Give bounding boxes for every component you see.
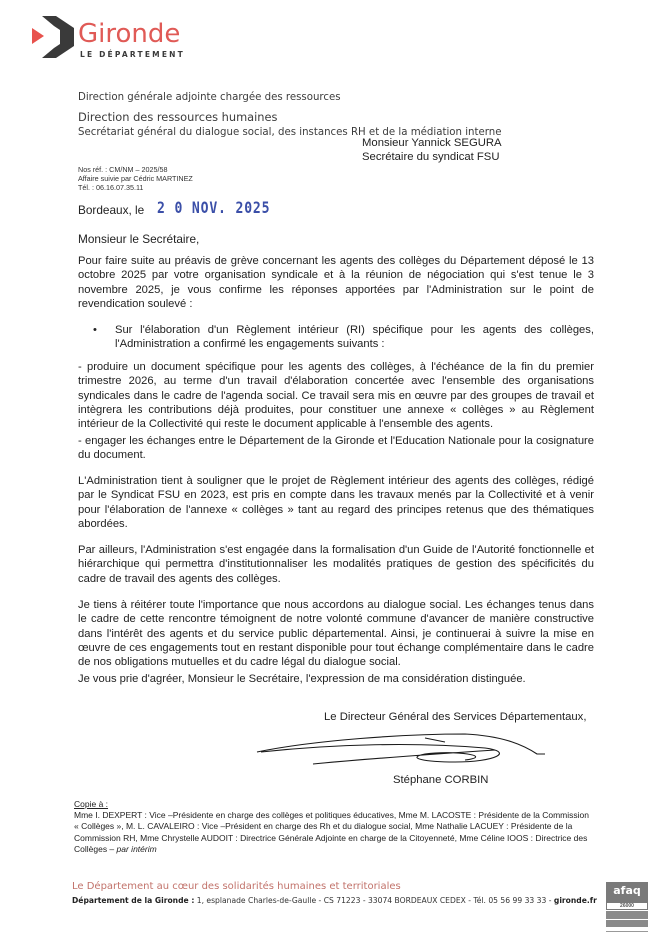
bullet-icon: • (93, 324, 97, 336)
paragraph-5: Par ailleurs, l'Administration s'est engagée dans la formalisation d'un Guide de l'Autorité fonctionnelle et hiérarchique qui permettra d'institutionnaliser les modalités pratiques de gestion des spécificités du cadre de travail des agents des collèges. (78, 544, 594, 585)
paragraph-3: - engager les échanges entre le Département de la Gironde et l'Education Nationale pour la cosignature du document. (78, 435, 594, 462)
bullet-text: Sur l'élaboration d'un Règlement intérieur (RI) spécifique pour les agents des collèges, l'Administration a confirmé les engagements suivants : (115, 324, 594, 351)
recipient-name: Monsieur Yannick SEGURA (362, 137, 502, 149)
signer-title: Le Directeur Général des Services Départementaux, (324, 711, 587, 723)
footer-address-text: 1, esplanade Charles-de-Gaulle - CS 71223 - 33074 BORDEAUX CEDEX - Tél. 05 56 99 33 33 - (194, 896, 554, 905)
afaq-certification-badge (606, 882, 648, 932)
salutation: Monsieur le Secrétaire, (78, 232, 200, 246)
copies-italic-suffix: par intérim (116, 844, 157, 855)
reference-phone: Tél. : 06.16.07.35.11 (78, 183, 144, 192)
closing-paragraph: Je vous prie d'agréer, Monsieur le Secrétaire, l'expression de ma considération distinguée. (78, 673, 526, 685)
afaq-bottom (606, 928, 648, 932)
date-stamp: 2 0 NOV. 2025 (157, 198, 271, 217)
afaq-label: afaq (606, 882, 648, 902)
paragraph-2: - produire un document spécifique pour les agents des collèges, à l'échéance de la fin du premier trimestre 2026, au terme d'un travail d'élaboration concertée avec l'ensemble des organisations syndicales dans le cadre de l'agenda social. Ce travail sera mis en œuvre par des groupes de travail et intègrera les contributions déjà produites, pour constituer une annexe « collèges » au Règlement intérieur de la Collectivité qui reste le document applicable à l'ensemble des agents. (78, 361, 594, 431)
paragraph-1: Pour faire suite au préavis de grève concernant les agents des collèges du Département déposé le 13 octobre 2025 par votre organisation syndicale et à la réunion de négociation qui s'est tenue le 3 novembre 2025, je vous confirme les réponses apportées par l'Administration sur le point de revendication soulevé : (78, 255, 594, 310)
copies-label: Copie à : (74, 799, 109, 809)
recipient-title: Secrétaire du syndicat FSU (362, 151, 500, 163)
department-line-1: Direction générale adjointe chargée des ressources (78, 92, 341, 103)
logo-name: Gironde (78, 19, 181, 49)
footer-org: Département de la Gironde : (72, 896, 195, 905)
gironde-logo (30, 14, 190, 60)
copies-text: Mme I. DEXPERT : Vice –Présidente en charge des collèges et politiques éducatives, Mme M. LACOSTE : Présidente de la Commission « Collèges », M. L. CAVALEIRO : Vice –Président en charge des Rh et du dialogue social, Mme Nathalie LACUEY : Présidente de la Commission RH, Mme Chrystelle AUDOIT : Directrice Générale Adjointe en charge de la Citoyenneté, Mme Céline IOOS : Directrice des Collèges – (74, 810, 589, 855)
footer-address (72, 896, 597, 905)
department-line-3: Secrétariat général du dialogue social, des instances RH et de la médiation interne (78, 127, 502, 138)
place-label: Bordeaux, le (78, 203, 145, 217)
signer-name: Stéphane CORBIN (393, 774, 489, 786)
bullet-item (93, 323, 594, 352)
handwritten-signature-icon (255, 728, 555, 768)
footer-slogan: Le Département au cœur des solidarités humaines et territoriales (72, 881, 401, 892)
afaq-number: 26000 (606, 902, 648, 910)
logo-subtitle: LE DÉPARTEMENT (80, 50, 185, 59)
paragraph-4: L'Administration tient à souligner que le projet de Règlement intérieur des agents des collèges, rédigé par le Syndicat FSU en 2023, est pris en compte dans les travaux menés par la Collectivité et à venir pour l'élaboration de l'annexe « collèges » tant au regard des principes retenus que des thématiques abordées. (78, 475, 594, 530)
afaq-band-2 (606, 920, 648, 927)
afaq-band (606, 911, 648, 919)
department-line-2: Direction des ressources humaines (78, 110, 278, 124)
copies-list (74, 810, 594, 856)
reference-followed-by: Affaire suivie par Cédric MARTINEZ (78, 174, 193, 183)
reference-number: Nos réf. : CM/NM – 2025/58 (78, 165, 168, 174)
paragraph-6: Je tiens à réitérer toute l'importance que nous accordons au dialogue social. Les échanges tenus dans le cadre de cette rencontre témoignent de notre volonté commune d'avancer de manière constructive dans l'intérêt des agents et du service public départemental. Ainsi, je continuerai à suivre la mise en œuvre de ces engagements tout en restant disponible pour tout échange complémentaire dans le cadre de nos obligations mutuelles et du cadre légal du dialogue social. (78, 599, 594, 669)
gironde-chevron-icon (30, 14, 76, 60)
footer-website: gironde.fr (553, 896, 597, 905)
